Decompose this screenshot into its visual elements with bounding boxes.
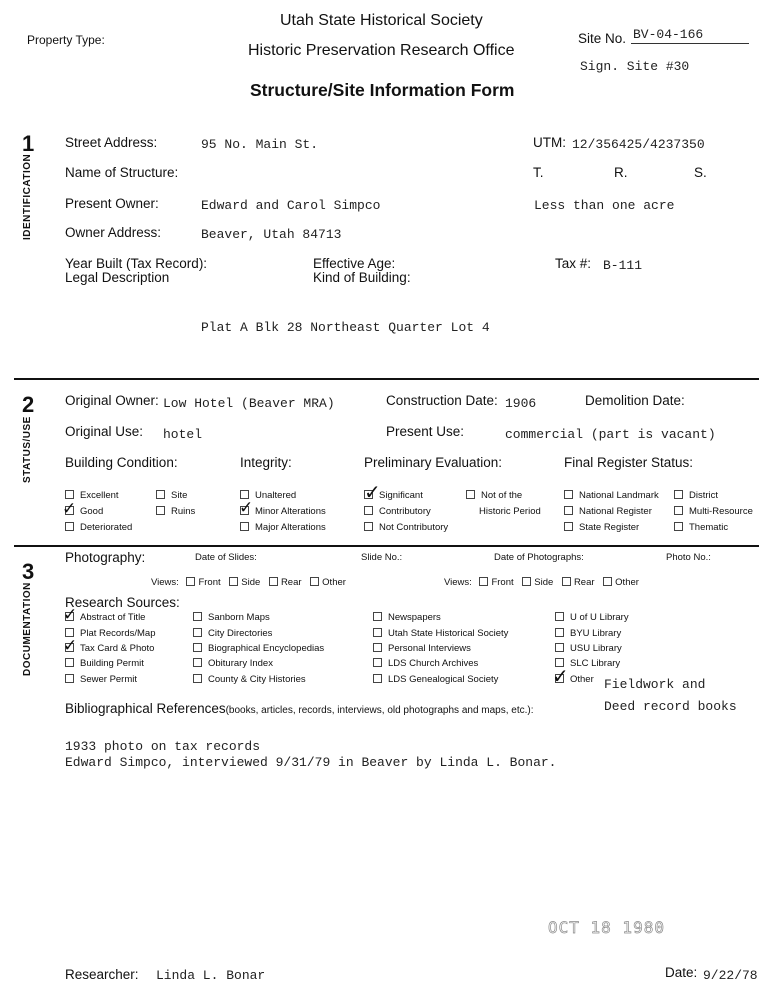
demolition-date-label: Demolition Date:: [585, 393, 685, 408]
source-sanborn-maps[interactable]: Sanborn Maps: [193, 612, 270, 623]
source-slc-library[interactable]: SLC Library: [555, 658, 620, 669]
prelim-contributory[interactable]: Contributory: [364, 506, 431, 517]
slide-view-front[interactable]: Front: [186, 577, 220, 588]
acreage-value: Less than one acre: [534, 198, 675, 213]
slide-view-other[interactable]: Other: [310, 577, 346, 588]
source-usu-library[interactable]: USU Library: [555, 643, 622, 654]
source-tax-card[interactable]: Tax Card & Photo: [65, 643, 154, 654]
date-label: Date:: [665, 965, 698, 980]
biblio-line-2: Edward Simpco, interviewed 9/31/79 in Beaver by Linda L. Bonar.: [65, 755, 557, 770]
received-stamp: OCT 18 1980: [548, 918, 665, 937]
final-district[interactable]: District: [674, 490, 718, 501]
source-personal-interviews[interactable]: Personal Interviews: [373, 643, 471, 654]
slide-views: Views: Front Side Rear Other: [151, 577, 346, 588]
section-2-number: 2: [22, 392, 35, 417]
integrity-unaltered[interactable]: Unaltered: [240, 490, 296, 501]
date-of-photographs-label: Date of Photographs:: [494, 552, 584, 563]
source-other[interactable]: Other: [555, 674, 594, 685]
office-name: Historic Preservation Research Office: [248, 42, 515, 59]
other-value-line-2: Deed record books: [604, 699, 737, 714]
final-register-status-label: Final Register Status:: [564, 455, 694, 470]
site-no-label: Site No.: [578, 31, 627, 46]
final-multi-resource[interactable]: Multi-Resource: [674, 506, 753, 517]
tax-number-label: Tax #:: [555, 256, 592, 271]
source-building-permit[interactable]: Building Permit: [65, 658, 144, 669]
condition-deteriorated[interactable]: Deteriorated: [65, 522, 132, 533]
site-no-underline: [631, 43, 749, 44]
prelim-not-contributory[interactable]: Not Contributory: [364, 522, 448, 533]
date-value: 9/22/78: [703, 968, 758, 983]
other-value-line-1: Fieldwork and: [604, 677, 706, 692]
integrity-label: Integrity:: [240, 455, 292, 470]
final-state-register[interactable]: State Register: [564, 522, 639, 533]
prelim-significant[interactable]: Significant: [364, 490, 423, 501]
sign-site: Sign. Site #30: [580, 59, 690, 74]
construction-date-label: Construction Date:: [386, 393, 498, 408]
source-obituary-index[interactable]: Obiturary Index: [193, 658, 273, 669]
legal-description-label: Legal Description: [65, 270, 170, 285]
abstract-check-icon: ✓: [63, 605, 78, 624]
present-owner-label: Present Owner:: [65, 196, 159, 211]
street-address-value: 95 No. Main St.: [201, 137, 319, 152]
owner-address-label: Owner Address:: [65, 225, 162, 240]
source-newspapers[interactable]: Newspapers: [373, 612, 441, 623]
original-owner-label: Original Owner:: [65, 393, 159, 408]
name-of-structure-label: Name of Structure:: [65, 165, 179, 180]
biblio-line-1: 1933 photo on tax records: [65, 739, 261, 754]
photo-no-label: Photo No.:: [666, 552, 711, 563]
prelim-not-of-the-historic-period[interactable]: Not of the: [466, 490, 522, 501]
society-name: Utah State Historical Society: [280, 12, 483, 29]
photography-label: Photography:: [65, 550, 146, 565]
original-use-value: hotel: [163, 427, 203, 442]
tax-card-check-icon: ✓: [63, 636, 78, 655]
slide-view-side[interactable]: Side: [229, 577, 260, 588]
researcher-value: Linda L. Bonar: [156, 968, 266, 983]
integrity-minor-alterations[interactable]: Minor Alterations: [240, 506, 326, 517]
photo-view-rear[interactable]: Rear: [562, 577, 595, 588]
preliminary-evaluation-label: Preliminary Evaluation:: [364, 455, 503, 470]
kind-of-building-label: Kind of Building:: [313, 270, 411, 285]
prelim-significant-check-icon: ✓: [364, 482, 381, 504]
date-of-slides-label: Date of Slides:: [195, 552, 257, 563]
integrity-minor-check-icon: ✓: [239, 498, 254, 517]
site-no-value: BV-04-166: [633, 27, 704, 42]
condition-good-check-icon: ✓: [62, 499, 77, 518]
condition-good[interactable]: Good: [65, 506, 103, 517]
slide-no-label: Slide No.:: [361, 552, 403, 563]
street-address-label: Street Address:: [65, 135, 158, 150]
property-type-label: Property Type:: [27, 33, 105, 47]
present-use-value: commercial (part is vacant): [505, 427, 716, 442]
photo-view-side[interactable]: Side: [522, 577, 553, 588]
source-lds-genealogical-society[interactable]: LDS Genealogical Society: [373, 674, 498, 685]
section-label: S.: [694, 165, 707, 180]
township-label: T.: [533, 165, 544, 180]
year-built-label: Year Built (Tax Record):: [65, 256, 208, 271]
owner-address-value: Beaver, Utah 84713: [201, 227, 342, 242]
original-use-label: Original Use:: [65, 424, 144, 439]
source-lds-church-archives[interactable]: LDS Church Archives: [373, 658, 478, 669]
present-owner-value: Edward and Carol Simpco: [201, 198, 381, 213]
condition-site[interactable]: Site: [156, 490, 187, 501]
status-use-side-label: STATUS/USE: [22, 416, 33, 483]
form-title: Structure/Site Information Form: [250, 80, 515, 100]
section-1-number: 1: [22, 131, 35, 156]
utm-value: 12/356425/4237350: [572, 137, 705, 152]
construction-date-value: 1906: [505, 396, 537, 411]
source-sewer-permit[interactable]: Sewer Permit: [65, 674, 137, 685]
source-biographical-encyclopedias[interactable]: Biographical Encyclopedias: [193, 643, 324, 654]
source-abstract-of-title[interactable]: Abstract of Title: [65, 612, 145, 623]
integrity-major-alterations[interactable]: Major Alterations: [240, 522, 326, 533]
section-divider-2: [14, 545, 759, 547]
documentation-side-label: DOCUMENTATION: [22, 582, 33, 676]
building-condition-label: Building Condition:: [65, 455, 178, 470]
photo-views: Views: Front Side Rear Other: [444, 577, 639, 588]
final-national-landmark[interactable]: National Landmark: [564, 490, 659, 501]
present-use-label: Present Use:: [386, 424, 465, 439]
historic-period-label: Historic Period: [479, 506, 541, 517]
legal-description-value: Plat A Blk 28 Northeast Quarter Lot 4: [201, 320, 490, 335]
bibliographical-references-label: Bibliographical References(books, articles, records, interviews, old photographs and maps, etc.):: [65, 701, 534, 716]
identification-side-label: IDENTIFICATION: [22, 153, 33, 240]
effective-age-label: Effective Age:: [313, 256, 396, 271]
photo-view-other[interactable]: Other: [603, 577, 639, 588]
slide-view-rear[interactable]: Rear: [269, 577, 302, 588]
photo-view-front[interactable]: Front: [479, 577, 513, 588]
section-divider-1: [14, 378, 759, 380]
tax-number-value: B-111: [603, 258, 643, 273]
source-plat-records[interactable]: Plat Records/Map: [65, 628, 156, 639]
range-label: R.: [614, 165, 628, 180]
final-thematic[interactable]: Thematic: [674, 522, 728, 533]
condition-excellent[interactable]: Excellent: [65, 490, 119, 501]
source-utah-state-historical-society[interactable]: Utah State Historical Society: [373, 628, 508, 639]
section-3-number: 3: [22, 559, 35, 584]
source-u-of-u-library[interactable]: U of U Library: [555, 612, 629, 623]
source-byu-library[interactable]: BYU Library: [555, 628, 621, 639]
researcher-label: Researcher:: [65, 967, 139, 982]
other-check-icon: ✓: [552, 666, 569, 688]
research-sources-label: Research Sources:: [65, 595, 180, 610]
original-owner-value: Low Hotel (Beaver MRA): [163, 396, 335, 411]
condition-ruins[interactable]: Ruins: [156, 506, 195, 517]
source-county-city-histories[interactable]: County & City Histories: [193, 674, 306, 685]
utm-label: UTM:: [533, 135, 566, 150]
source-city-directories[interactable]: City Directories: [193, 628, 272, 639]
final-national-register[interactable]: National Register: [564, 506, 652, 517]
